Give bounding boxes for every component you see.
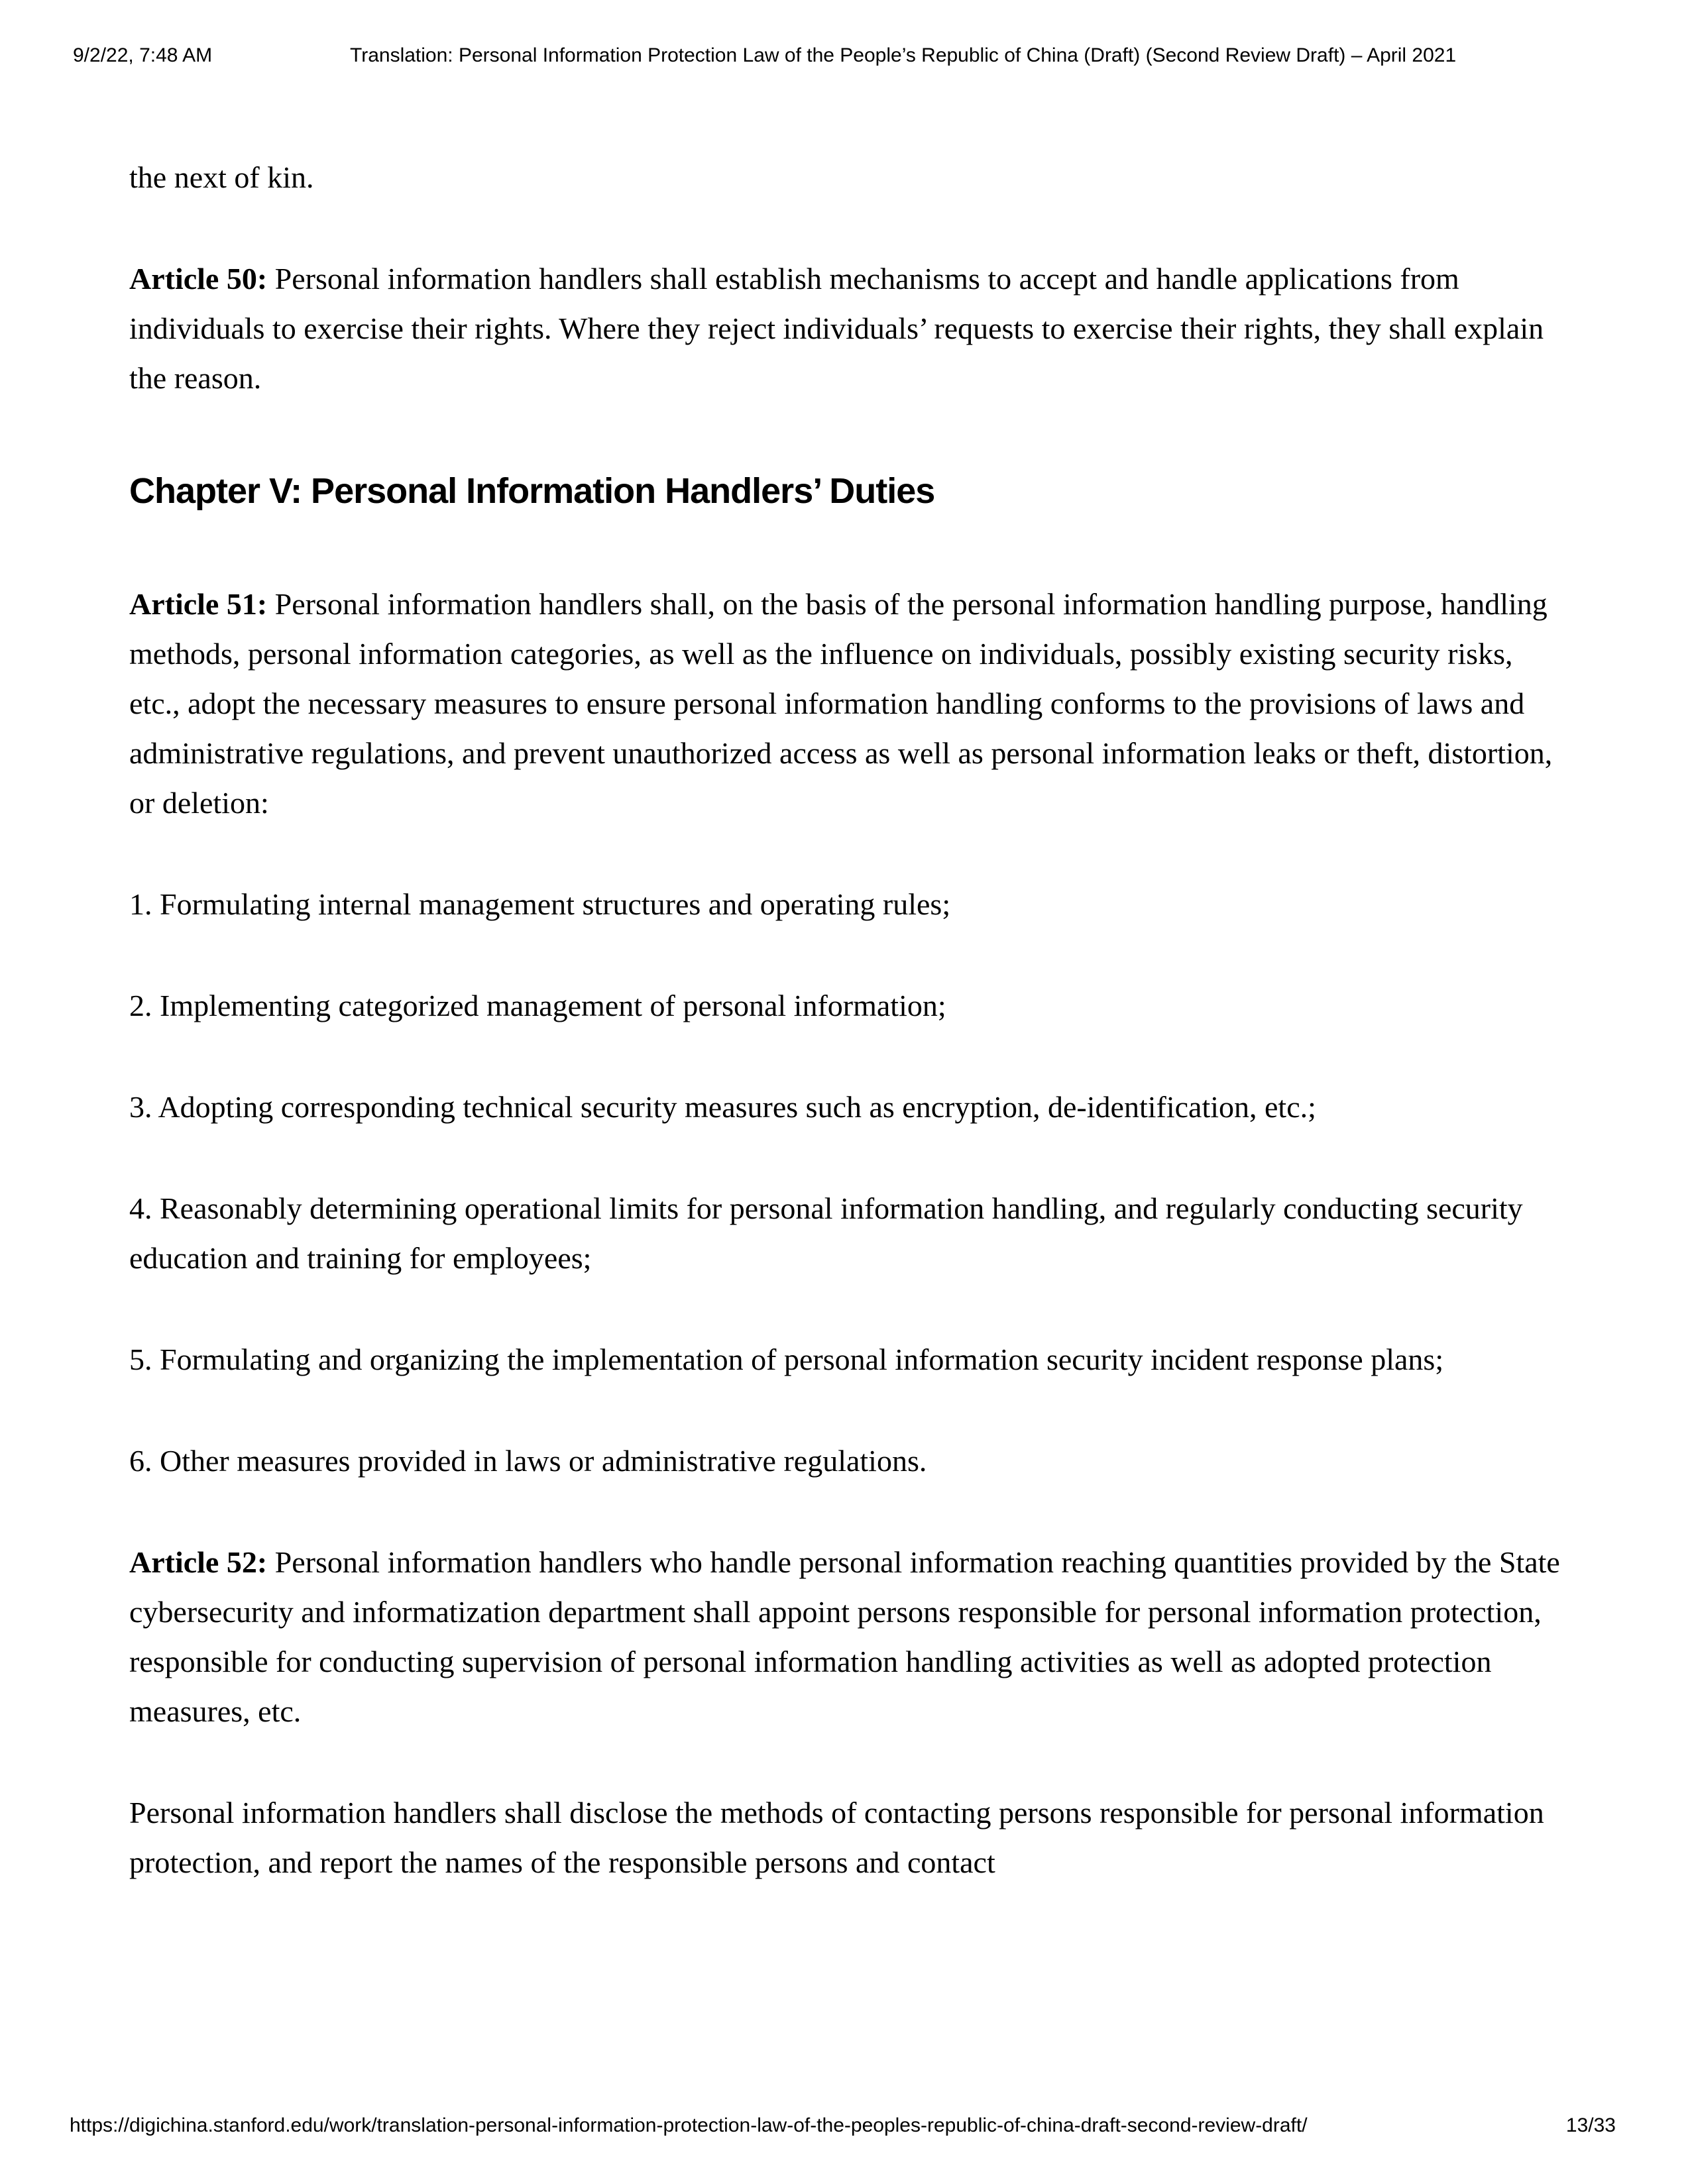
article-51-label: Article 51: (129, 587, 268, 621)
article-51-paragraph (129, 579, 1564, 828)
paragraph-continuation: the next of kin. (129, 160, 314, 194)
document-body (129, 152, 1564, 1939)
article-50-paragraph (129, 254, 1564, 403)
list-item-3: 3. Adopting corresponding technical security measures such as encryption, de-identification, etc.; (129, 1090, 1316, 1124)
closing-paragraph: Personal information handlers shall disclose the methods of contacting persons responsible for personal information protection, and report the names of the responsible persons and contact (129, 1796, 1544, 1879)
list-item-5: 5. Formulating and organizing the implementation of personal information security incident response plans; (129, 1342, 1444, 1376)
article-52-paragraph (129, 1537, 1564, 1736)
print-datetime: 9/2/22, 7:48 AM (73, 44, 213, 66)
article-50-label: Article 50: (129, 262, 268, 296)
print-footer-url: https://digichina.stanford.edu/work/translation-personal-information-protection-law-of-the-peoples-republic-of-china-draft-second-review-draft/ (70, 2114, 1308, 2136)
print-footer (70, 2112, 1616, 2139)
print-footer-page-number: 13/33 (1565, 2114, 1616, 2136)
list-item-1: 1. Formulating internal management structures and operating rules; (129, 887, 951, 921)
article-52-text: Personal information handlers who handle personal information reaching quantities provided by the State cybersecurity and informatization department shall appoint persons responsible for personal information protection, responsible for conducting supervision of personal information handling activities as well as adopted protection measures, etc. (129, 1545, 1560, 1728)
article-51-text: Personal information handlers shall, on the basis of the personal information handling purpose, handling methods, personal information categories, as well as the influence on individuals, possibly existing security risks, etc., adopt the necessary measures to ensure personal information handling conforms to the provisions of laws and administrative regulations, and prevent unauthorized access as well as personal information leaks or theft, distortion, or deletion: (129, 587, 1553, 820)
print-header (0, 42, 1690, 69)
list-item-6: 6. Other measures provided in laws or administrative regulations. (129, 1444, 927, 1478)
print-doc-title: Translation: Personal Information Protection Law of the People’s Republic of China (Draft) (Second Review Draft) – April 2021 (350, 44, 1457, 66)
list-item-2: 2. Implementing categorized management of personal information; (129, 989, 946, 1022)
chapter-heading: Chapter V: Personal Information Handlers’ Duties (129, 471, 935, 511)
article-52-label: Article 52: (129, 1545, 268, 1579)
article-50-text: Personal information handlers shall establish mechanisms to accept and handle applications from individuals to exercise their rights. Where they reject individuals’ requests to exercise their rights, they shall explain the reason. (129, 262, 1544, 395)
list-item-4: 4. Reasonably determining operational limits for personal information handling, and regularly conducting security education and training for employees; (129, 1191, 1523, 1275)
